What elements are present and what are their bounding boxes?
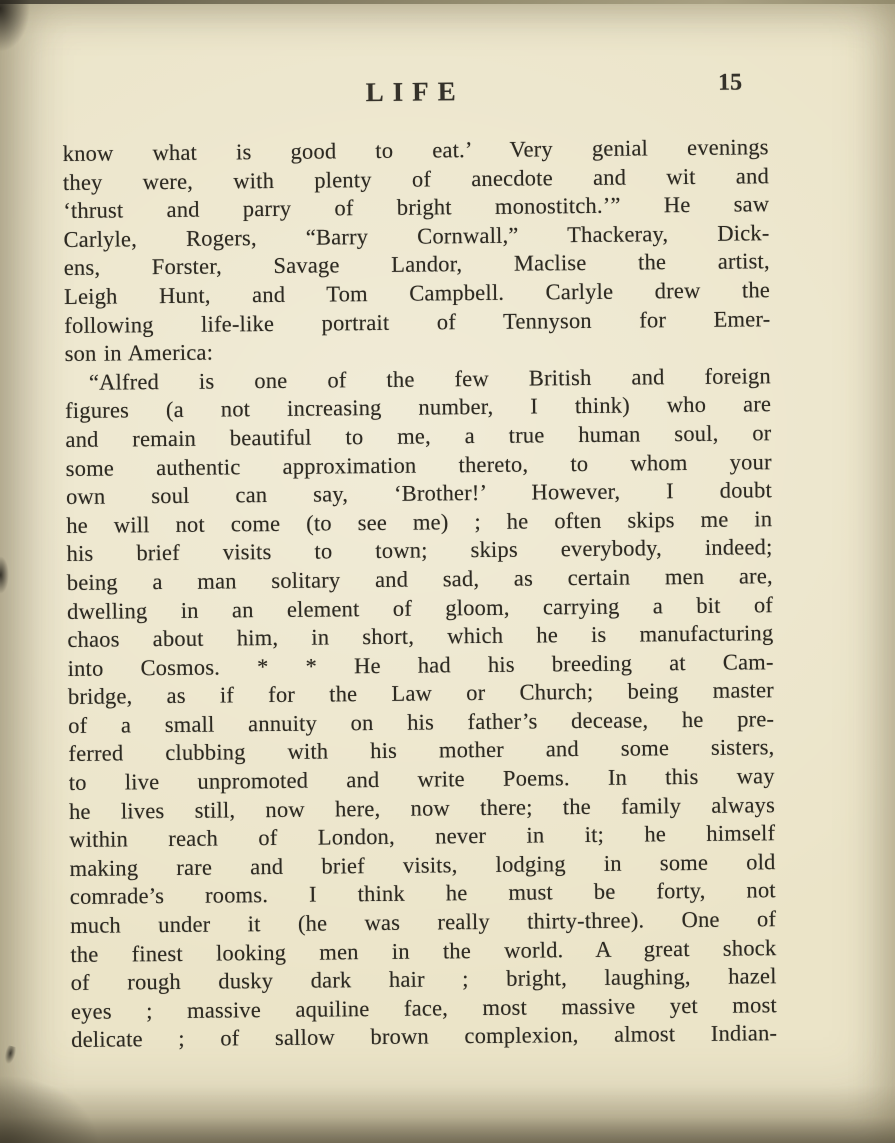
text-line: own soul can say, ‘Brother!’ However, I doubt: [65, 477, 773, 510]
text-line: ferred clubbing with his mother and some sisters,: [68, 734, 775, 767]
text-line: dwelling in an element of gloom, carrying a bit of: [66, 591, 774, 624]
text-line: ens, Forster, Savage Landor, Maclise the artist,: [63, 248, 770, 281]
scan-edge-top: [0, 0, 895, 4]
page-number: 15: [717, 69, 743, 96]
text-line: of rough dusky dark hair ; bright, laughing, hazel: [70, 963, 777, 996]
paragraph: [63, 133, 771, 369]
text-line: Leigh Hunt, and Tom Campbell. Carlyle drew the: [63, 277, 771, 309]
text-line: his brief visits to town; skips everybody, indeed;: [66, 534, 773, 567]
page-body: [63, 133, 778, 1055]
text-line: being a man solitary and sad, as certain men are,: [66, 563, 773, 595]
scan-left-mark: [0, 556, 9, 594]
text-line: much under it (he was really thirty-three). One of: [69, 906, 777, 938]
text-line: within reach of London, never in it; he himself: [69, 820, 776, 853]
text-line: chaos about him, in short, which he is manufacturing: [67, 620, 774, 653]
text-line: he lives still, now here, now there; the family always: [68, 791, 776, 824]
paragraph: [65, 362, 778, 1055]
text-line: some authentic approximation thereto, to whom your: [65, 448, 772, 481]
text-line: he will not come (to see me) ; he often skips me in: [66, 505, 773, 538]
text-line: delicate ; of sallow brown complexion, almost Indian-: [71, 1020, 778, 1053]
text-line: son in America:: [64, 339, 214, 367]
scan-bottom-mark: [3, 1045, 17, 1065]
text-line: eyes ; massive aquiline face, most massive yet most: [70, 991, 778, 1024]
text-line: into Cosmos. * * He had his breeding at Cam-: [67, 648, 774, 681]
text-line: comrade’s rooms. I think he must be forty, not: [69, 877, 776, 910]
text-line: they were, with plenty of anecdote and wit and: [62, 162, 770, 195]
text-line: the finest looking men in the world. A great shock: [70, 934, 777, 967]
page-content: [62, 69, 778, 1055]
text-line: “Alfred is one of the few British and foreign: [88, 362, 771, 395]
text-line: figures (a not increasing number, I think) who are: [65, 391, 772, 424]
text-line: of a small annuity on his father’s decease, he pre-: [68, 706, 775, 738]
running-title: LIFE: [365, 76, 465, 108]
text-line: and remain beautiful to me, a true human soul, or: [65, 420, 772, 452]
text-line: ‘thrust and parry of bright monostitch.’” He saw: [63, 191, 770, 224]
text-line: know what is good to eat.’ Very genial evenings: [62, 134, 769, 166]
page-header: [62, 69, 768, 116]
text-line: making rare and brief visits, lodging in some old: [69, 849, 776, 881]
text-line: Carlyle, Rogers, “Barry Cornwall,” Thackeray, Dick-: [63, 219, 770, 252]
scan-corner-mark: [0, 0, 30, 52]
text-line: to live unpromoted and write Poems. In this way: [68, 763, 775, 796]
text-line: following life-like portrait of Tennyson for Emer-: [64, 305, 771, 338]
text-line: bridge, as if for the Law or Church; being master: [67, 677, 775, 710]
scan-edge-bottom: [0, 1085, 895, 1143]
